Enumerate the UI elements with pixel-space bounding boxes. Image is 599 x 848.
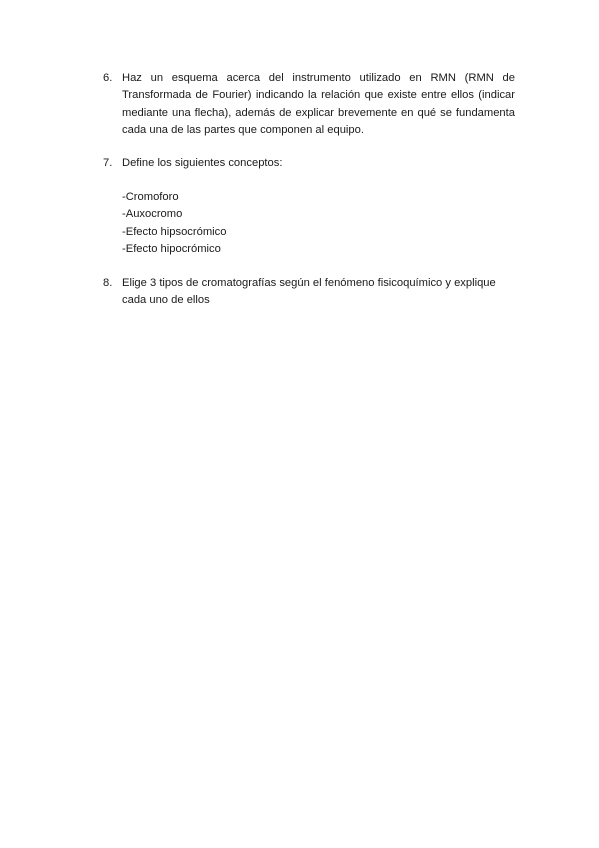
- concept-item: -Cromoforo: [122, 191, 179, 203]
- concept-item: -Efecto hipsocrómico: [122, 225, 227, 238]
- question-number: 8.: [103, 277, 113, 289]
- question-7: [103, 155, 515, 172]
- concept-item: -Auxocromo: [122, 208, 183, 221]
- question-text: Elige 3 tipos de cromatografías según el fenómeno fisicoquímico y explique cada uno de ellos: [122, 277, 496, 307]
- concept-item: -Efecto hipocrómico: [122, 243, 221, 256]
- question-number: 6.: [103, 72, 113, 84]
- concepts-list: [122, 189, 226, 259]
- question-number: 7.: [103, 157, 113, 169]
- question-text: Define los siguientes conceptos:: [122, 157, 283, 169]
- question-6: [103, 70, 515, 140]
- question-8: [103, 275, 515, 310]
- question-text: Haz un esquema acerca del instrumento utilizado en RMN (RMN de Transformada de Fourier) indicando la relación que existe entre ellos (indicar mediante una flecha), además de explicar brevemente en qué se fundamenta cada una de las partes que componen al equipo.: [122, 72, 515, 137]
